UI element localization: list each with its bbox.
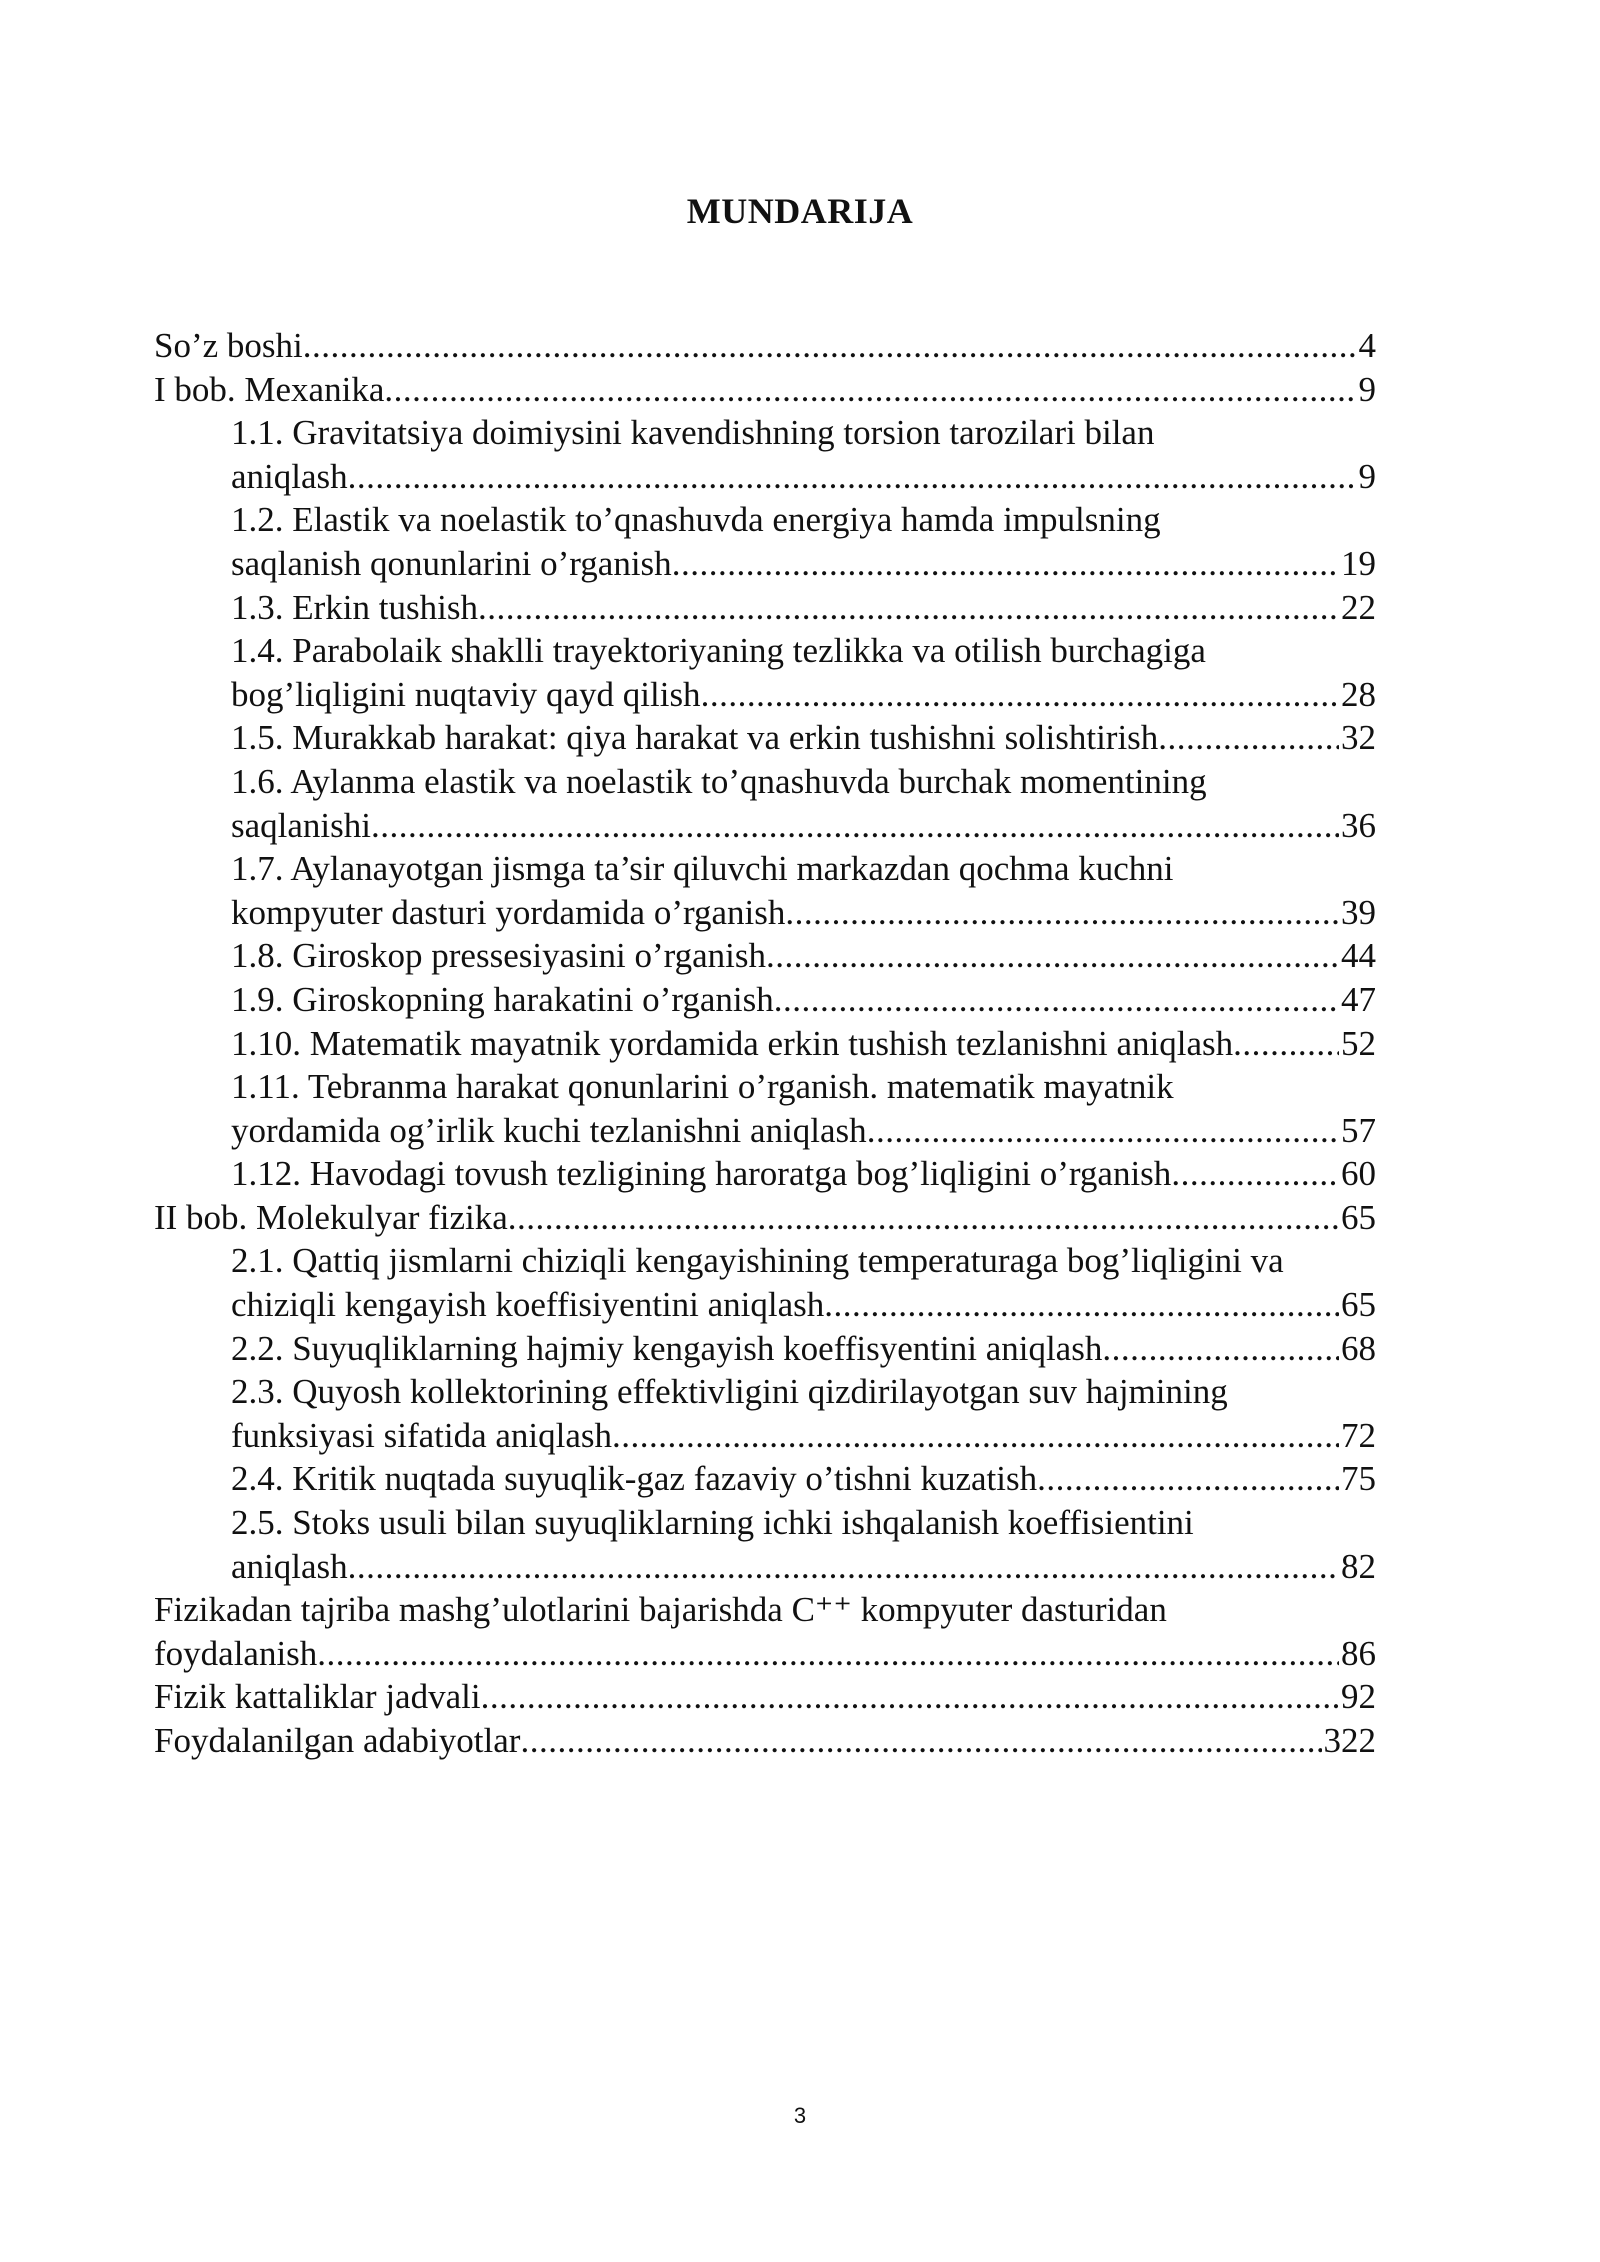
toc-entry-final-line <box>231 716 1376 760</box>
toc-entry-title: aniqlash <box>231 456 348 496</box>
toc-entry-final-line <box>231 586 1376 630</box>
dot-leader <box>508 1196 1339 1240</box>
toc-entry-title: So’z boshi <box>154 326 303 365</box>
toc-entry-final-line <box>231 1152 1376 1196</box>
toc-entry-line: 1.2. Elastik va noelastik to’qnashuvda energiya hamda impulsning <box>231 500 1161 540</box>
toc-entry-line: 1.11. Tebranma harakat qonunlarini o’rganish. matematik mayatnik <box>231 1067 1174 1107</box>
dot-leader <box>1037 1457 1339 1501</box>
toc-entry-title: I bob. Mexanika <box>154 369 385 409</box>
toc-entry-line: 1.4. Parabolaik shaklli trayektoriyaning tezlikka va otilish burchagiga <box>231 631 1206 671</box>
toc-entry-title: saqlanish qonunlarini o’rganish <box>231 543 672 583</box>
toc-entry <box>154 1327 1376 1371</box>
toc-page-number: 44 <box>1341 936 1376 976</box>
toc-entry-title: funksiyasi sifatida aniqlash <box>231 1415 613 1455</box>
toc-entry-final-line <box>231 542 1376 586</box>
dot-leader <box>824 1283 1339 1327</box>
toc-entry-title: chiziqli kengayish koeffisiyentini aniqlash <box>231 1285 825 1325</box>
toc-entry <box>154 368 1376 412</box>
toc-entry-line: 1.1. Gravitatsiya doimiysini kavendishning torsion tarozilari bilan <box>231 413 1155 453</box>
toc-entry-title: 1.9. Giroskopning harakatini o’rganish <box>231 979 774 1019</box>
toc-entry-final-line <box>154 1719 1376 1763</box>
toc-entry-title: 1.5. Murakkab harakat: qiya harakat va erkin tushishni solishtirish <box>231 718 1159 758</box>
toc-entry <box>154 1152 1376 1196</box>
toc-entry <box>154 760 1376 847</box>
toc-page-number: 32 <box>1341 718 1376 758</box>
toc-page-number: 75 <box>1341 1459 1376 1499</box>
toc-entry-title: 2.2. Suyuqliklarning hajmiy kengayish koeffisyentini aniqlash <box>231 1328 1103 1368</box>
toc-entry <box>154 847 1376 934</box>
toc-page-number: 322 <box>1323 1721 1376 1760</box>
dot-leader <box>348 1545 1339 1589</box>
toc-entry <box>154 1196 1376 1240</box>
toc-page-number: 9 <box>1358 369 1376 409</box>
toc-entry <box>154 1239 1376 1326</box>
toc-entry-title: kompyuter dasturi yordamida o’rganish <box>231 892 786 932</box>
toc-entry-title: aniqlash <box>231 1546 348 1586</box>
toc-entry <box>154 498 1376 585</box>
toc-entry-final-line <box>231 1109 1376 1153</box>
dot-leader <box>481 1675 1339 1719</box>
toc-entry-final-line <box>154 324 1376 368</box>
page-title: MUNDARIJA <box>686 191 914 231</box>
toc-page-number: 68 <box>1341 1328 1376 1368</box>
table-of-contents <box>154 324 1376 1763</box>
dot-leader <box>785 891 1339 935</box>
toc-entry <box>154 1719 1376 1763</box>
toc-entry-final-line <box>154 1675 1376 1719</box>
dot-leader <box>774 978 1339 1022</box>
dot-leader <box>478 586 1339 630</box>
dot-leader <box>672 542 1339 586</box>
dot-leader <box>1158 716 1339 760</box>
toc-entry <box>154 1501 1376 1588</box>
dot-leader <box>1233 1022 1339 1066</box>
toc-entry-title: II bob. Molekulyar fizika <box>154 1197 508 1237</box>
dot-leader <box>612 1414 1339 1458</box>
toc-entry <box>154 1065 1376 1152</box>
dot-leader <box>384 368 1356 412</box>
toc-entry-title: foydalanish <box>154 1633 318 1673</box>
toc-page-number: 65 <box>1341 1197 1376 1237</box>
dot-leader <box>520 1719 1321 1763</box>
toc-page-number: 22 <box>1341 587 1376 627</box>
toc-entry-final-line <box>231 1283 1376 1327</box>
dot-leader <box>766 934 1339 978</box>
toc-entry <box>154 1457 1376 1501</box>
dot-leader <box>348 455 1357 499</box>
toc-entry-final-line <box>231 934 1376 978</box>
dot-leader <box>867 1109 1339 1153</box>
toc-page-number: 82 <box>1341 1546 1376 1586</box>
toc-entry-final-line <box>231 455 1376 499</box>
toc-page-number: 57 <box>1341 1110 1376 1150</box>
toc-entry-final-line <box>231 1414 1376 1458</box>
toc-entry <box>154 1588 1376 1675</box>
toc-page-number: 39 <box>1341 892 1376 932</box>
toc-entry <box>154 978 1376 1022</box>
toc-entry-line: Fizikadan tajriba mashg’ulotlarini bajarishda C⁺⁺ kompyuter dasturidan <box>154 1590 1167 1630</box>
toc-entry-final-line <box>231 673 1376 717</box>
toc-page-number: 65 <box>1341 1285 1376 1325</box>
dot-leader <box>303 324 1357 368</box>
toc-entry-title: saqlanishi <box>231 805 371 845</box>
toc-entry-final-line <box>154 1632 1376 1676</box>
toc-page-number: 72 <box>1341 1415 1376 1455</box>
toc-entry-final-line <box>154 368 1376 412</box>
toc-entry-line: 2.3. Quyosh kollektorining effektivligini qizdirilayotgan suv hajmining <box>231 1372 1228 1412</box>
toc-page-number: 52 <box>1341 1023 1376 1063</box>
toc-entry-title: yordamida og’irlik kuchi tezlanishni aniqlash <box>231 1110 867 1150</box>
toc-page-number: 4 <box>1358 326 1376 365</box>
page-number: 3 <box>793 2103 807 2128</box>
toc-entry-title: bog’liqligini nuqtaviy qayd qilish <box>231 674 701 714</box>
toc-entry <box>154 411 1376 498</box>
toc-page-number: 9 <box>1358 456 1376 496</box>
dot-leader <box>1102 1327 1339 1371</box>
toc-entry-final-line <box>231 804 1376 848</box>
toc-entry <box>154 586 1376 630</box>
toc-entry-title: Foydalanilgan adabiyotlar <box>154 1721 521 1760</box>
toc-page-number: 60 <box>1341 1154 1376 1194</box>
toc-page-number: 86 <box>1341 1633 1376 1673</box>
toc-entry <box>154 629 1376 716</box>
toc-entry <box>154 1022 1376 1066</box>
toc-entry-line: 1.6. Aylanma elastik va noelastik to’qnashuvda burchak momentining <box>231 761 1207 801</box>
toc-entry-title: 2.4. Kritik nuqtada suyuqlik-gaz fazaviy o’tishni kuzatish <box>231 1459 1038 1499</box>
toc-page-number: 19 <box>1341 543 1376 583</box>
toc-entry-final-line <box>231 1545 1376 1589</box>
toc-entry-final-line <box>154 1196 1376 1240</box>
dot-leader <box>317 1632 1339 1676</box>
toc-entry <box>154 716 1376 760</box>
toc-entry-line: 2.1. Qattiq jismlarni chiziqli kengayishining temperaturaga bog’liqligini va <box>231 1241 1284 1281</box>
toc-entry-final-line <box>231 1457 1376 1501</box>
toc-entry-title: 1.12. Havodagi tovush tezligining haroratga bog’liqligini o’rganish <box>231 1154 1172 1194</box>
toc-entry <box>154 1675 1376 1719</box>
toc-entry-title: Fizik kattaliklar jadvali <box>154 1677 481 1717</box>
toc-page-number: 92 <box>1341 1677 1376 1717</box>
toc-entry-title: 1.3. Erkin tushish <box>231 587 478 627</box>
toc-entry-title: 1.10. Matematik mayatnik yordamida erkin tushish tezlanishni aniqlash <box>231 1023 1234 1063</box>
toc-entry-final-line <box>231 891 1376 935</box>
toc-entry-line: 2.5. Stoks usuli bilan suyuqliklarning ichki ishqalanish koeffisientini <box>231 1503 1194 1543</box>
dot-leader <box>1171 1152 1339 1196</box>
toc-entry-line: 1.7. Aylanayotgan jismga ta’sir qiluvchi markazdan qochma kuchni <box>231 849 1174 889</box>
toc-entry-final-line <box>231 1327 1376 1371</box>
toc-entry-title: 1.8. Giroskop pressesiyasini o’rganish <box>231 936 766 976</box>
toc-entry <box>154 1370 1376 1457</box>
toc-entry-final-line <box>231 978 1376 1022</box>
toc-page-number: 47 <box>1341 979 1376 1019</box>
toc-entry <box>154 324 1376 368</box>
toc-page-number: 36 <box>1341 805 1376 845</box>
dot-leader <box>371 804 1339 848</box>
toc-page-number: 28 <box>1341 674 1376 714</box>
toc-entry <box>154 934 1376 978</box>
dot-leader <box>701 673 1339 717</box>
toc-entry-final-line <box>231 1022 1376 1066</box>
